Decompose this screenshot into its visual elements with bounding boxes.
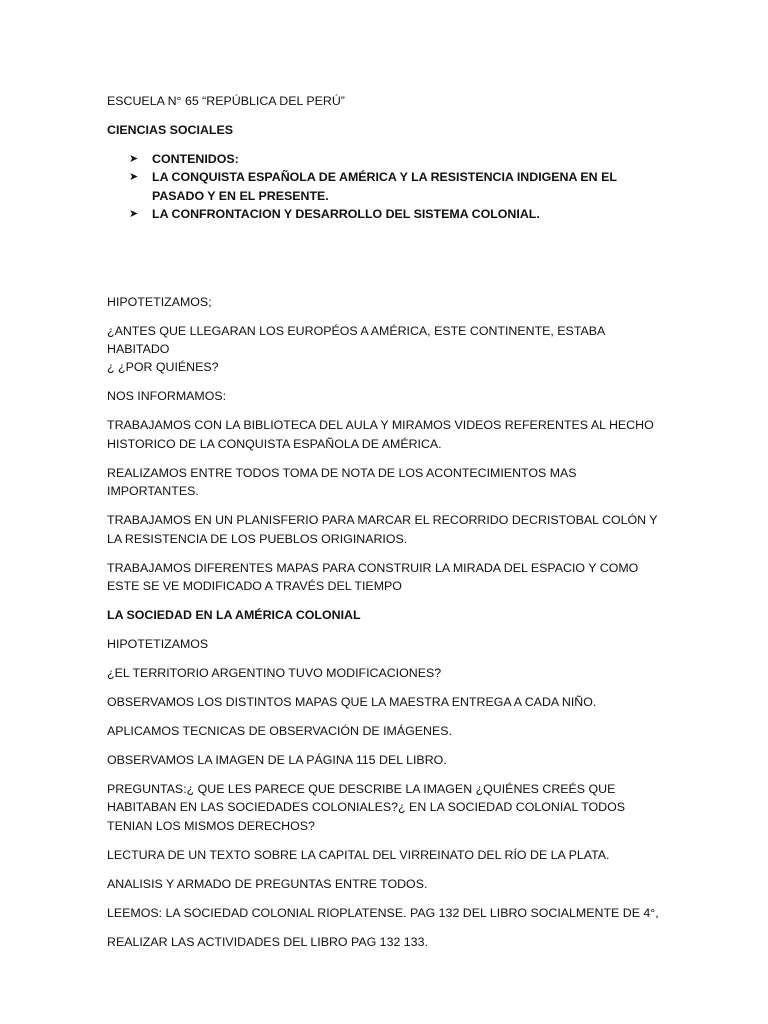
subject-title: CIENCIAS SOCIALES xyxy=(107,123,233,137)
paragraph: APLICAMOS TECNICAS DE OBSERVACIÓN DE IMÁGENES. xyxy=(107,724,452,739)
section-title: LA SOCIEDAD EN LA AMÉRICA COLONIAL xyxy=(107,608,361,623)
paragraph: OBSERVAMOS LOS DISTINTOS MAPAS QUE LA MAESTRA ENTREGA A CADA NIÑO. xyxy=(107,695,597,710)
paragraph: TRABAJAMOS EN UN PLANISFERIO PARA MARCAR EL RECORRIDO DECRISTOBAL COLÓN Y LA RESISTENCIA DE LOS PUEBLOS ORIGINARIOS. xyxy=(107,513,658,546)
hypothesis-question-line: ¿ANTES QUE LLEGARAN LOS EUROPÉOS A AMÉRICA, ESTE CONTINENTE, ESTABA HABITADO xyxy=(107,323,605,357)
paragraph: PREGUNTAS:¿ QUE LES PARECE QUE DESCRIBE LA IMAGEN ¿QUIÉNES CREÉS QUE HABITABAN EN LAS SOCIEDADES COLONIALES?¿ EN LA SOCIEDAD COLONIAL TODOS TENIAN LOS MISMOS DERECHOS? xyxy=(107,782,626,833)
paragraph: TRABAJAMOS DIFERENTES MAPAS PARA CONSTRUIR LA MIRADA DEL ESPACIO Y COMO ESTE SE VE MODIFICADO A TRAVÉS DEL TIEMPO xyxy=(107,560,639,594)
document-page xyxy=(107,92,667,962)
paragraph: TRABAJAMOS CON LA BIBLIOTECA DEL AULA Y MIRAMOS VIDEOS REFERENTES AL HECHO HISTORICO DE LA CONQUISTA ESPAÑOLA DE AMÉRICA. xyxy=(107,418,654,451)
paragraph: LEEMOS: LA SOCIEDAD COLONIAL RIOPLATENSE. PAG 132 DEL LIBRO SOCIALMENTE DE 4°, xyxy=(107,905,659,920)
paragraph: LECTURA DE UN TEXTO SOBRE LA CAPITAL DEL VIRREINATO DEL RÍO DE LA PLATA. xyxy=(107,847,610,862)
hypothesis-label: HIPOTETIZAMOS xyxy=(107,637,209,652)
paragraph: REALIZAR LAS ACTIVIDADES DEL LIBRO PAG 132 133. xyxy=(107,934,428,949)
hypothesis-question xyxy=(107,322,667,377)
paragraph: ANALISIS Y ARMADO DE PREGUNTAS ENTRE TODOS. xyxy=(107,876,428,891)
contents-item-text: LA CONQUISTA ESPAÑOLA DE AMÉRICA Y LA RESISTENCIA INDIGENA EN EL PASADO Y EN EL PRESENTE. xyxy=(152,170,617,203)
arrowhead-bullet-icon: ➤ xyxy=(129,153,139,165)
paragraph: REALIZAMOS ENTRE TODOS TOMA DE NOTA DE LOS ACONTECIMIENTOS MAS IMPORTANTES. xyxy=(107,465,577,499)
paragraph: ¿EL TERRITORIO ARGENTINO TUVO MODIFICACIONES? xyxy=(107,666,442,681)
school-name: ESCUELA N° 65 “REPÚBLICA DEL PERÚ” xyxy=(107,94,345,108)
contents-list-item xyxy=(129,150,667,168)
hypothesis-label: HIPOTETIZAMOS; xyxy=(107,294,212,309)
arrowhead-bullet-icon: ➤ xyxy=(129,171,139,184)
contents-item-text: CONTENIDOS: xyxy=(152,152,239,166)
hypothesis-question-line: ¿ ¿POR QUIÉNES? xyxy=(107,360,219,375)
paragraph: OBSERVAMOS LA IMAGEN DE LA PÁGINA 115 DEL LIBRO. xyxy=(107,753,447,768)
contents-item-text: LA CONFRONTACION Y DESARROLLO DEL SISTEMA COLONIAL. xyxy=(152,207,540,222)
contents-list xyxy=(107,150,667,224)
blank-space xyxy=(107,234,667,293)
contents-list-item xyxy=(129,205,667,223)
inform-label: NOS INFORMAMOS: xyxy=(107,389,227,404)
arrowhead-bullet-icon: ➤ xyxy=(129,208,139,221)
contents-list-item xyxy=(129,168,667,205)
